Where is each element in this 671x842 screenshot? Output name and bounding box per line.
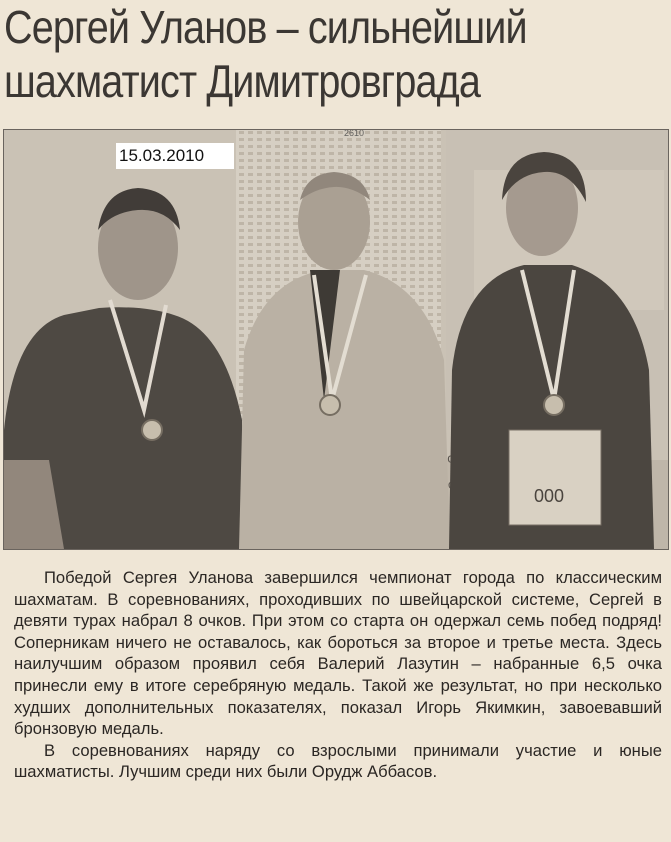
crosstable-label: 2610 (344, 130, 365, 138)
headline-line-2: шахматист Димитровграда (4, 55, 481, 107)
article-body (14, 567, 662, 783)
news-photo (3, 129, 669, 550)
headline-line-1: Сергей Уланов – сильнейший (4, 1, 527, 53)
date-stamp: 15.03.2010 (116, 143, 234, 169)
headline (4, 0, 575, 108)
article-paragraph-2: В соревнованиях наряду со взрослыми принимали участие и юные шахматисты. Лучшим среди них были Орудж Аббасов. (14, 740, 662, 782)
article-paragraph-1: Победой Сергея Уланова завершился чемпионат города по классическим шахматам. В соревнованиях, проходивших по швейцарской системе, Сергей в девяти турах набрал 8 очков. При этом со старта он одержал семь побед подряд! Соперникам ничего не оставалось, как бороться за второе и третье места. Здесь наилучшим образом проявил себя Валерий Лазутин – набранные 6,5 очка принесли ему в итоге серебряную медаль. Такой же результат, но при несколько худших дополнительных показателях, показал Игорь Якимкин, завоевавший бронзовую медаль. (14, 568, 662, 739)
award-box-text: 000 (534, 486, 565, 506)
